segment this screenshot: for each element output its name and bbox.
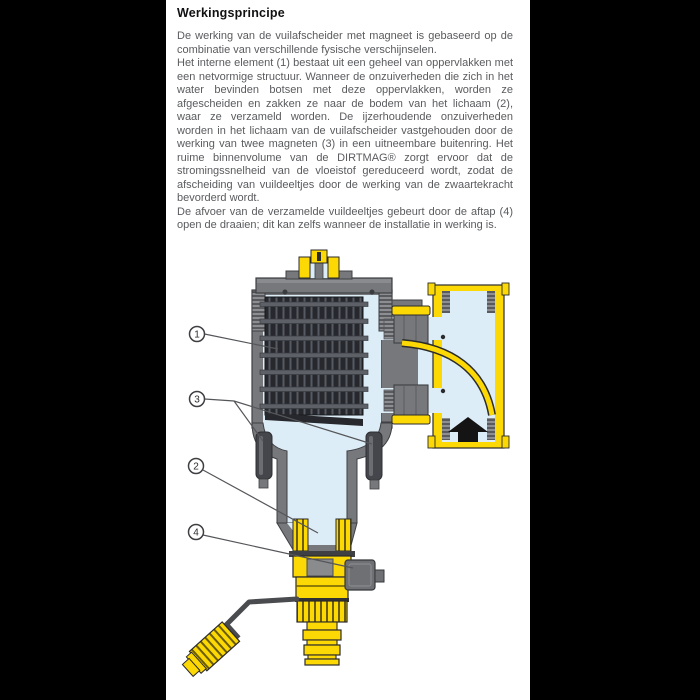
hose-barb	[303, 622, 341, 665]
dirt-separator-diagram	[166, 245, 530, 700]
drain-valve	[293, 556, 384, 600]
text-block	[177, 6, 513, 233]
right-letterbox	[530, 0, 700, 700]
callout-3	[190, 392, 205, 407]
air-vent-plug	[299, 250, 339, 279]
callout-2-label: 2	[193, 461, 199, 473]
left-letterbox	[0, 0, 166, 700]
paragraph: De afvoer van de verzamelde vuildeeltjes gebeurt door de aftap (4) open de draaien; dit kan zelfs wanneer de installatie in werking is.	[177, 205, 513, 231]
page-title: Werkingsprincipe	[177, 6, 285, 20]
drain-hose-cap	[179, 599, 297, 680]
magnet-clip-left	[256, 432, 272, 488]
magnet-clip-right	[366, 432, 382, 489]
callout-3-label: 3	[194, 394, 200, 406]
callout-2	[189, 459, 204, 474]
valve-knob	[345, 560, 384, 590]
drain-insert	[289, 519, 355, 557]
paragraph: Het interne element (1) bestaat uit een geheel van oppervlakken met een netvormige structuur. Wanneer de onzuiverheden die zich in het water bevinden botsen met deze oppervlakken, worden ze afgescheiden en zakken ze naar de bodem van het lichaam (2), waar ze verzameld worden. De ijzerhoudende onzuiverheden worden in het lichaam van de vuilafscheider vastgehouden door de werking van twee magneten (3) in een uitneembare buitenring. Het ruime binnenvolume van de DIRTMAG® zorgt ervoor dat de stromingssnelheid van de vloeistof gereduceerd wordt, zodat de afscheiding van vuildeeltjes door de werking van de zwaartekracht bevorderd wordt.	[177, 57, 513, 204]
callout-1-label: 1	[194, 329, 200, 341]
callout-4-label: 4	[193, 527, 199, 539]
mesh-element	[260, 297, 368, 426]
callout-1	[190, 327, 205, 342]
hose-nut	[295, 598, 349, 622]
paragraph: De werking van de vuilafscheider met magneet is gebaseerd op de combinatie van verschillende fysische verschijnselen.	[177, 30, 513, 56]
callout-4	[189, 525, 204, 540]
content-column	[166, 0, 530, 700]
